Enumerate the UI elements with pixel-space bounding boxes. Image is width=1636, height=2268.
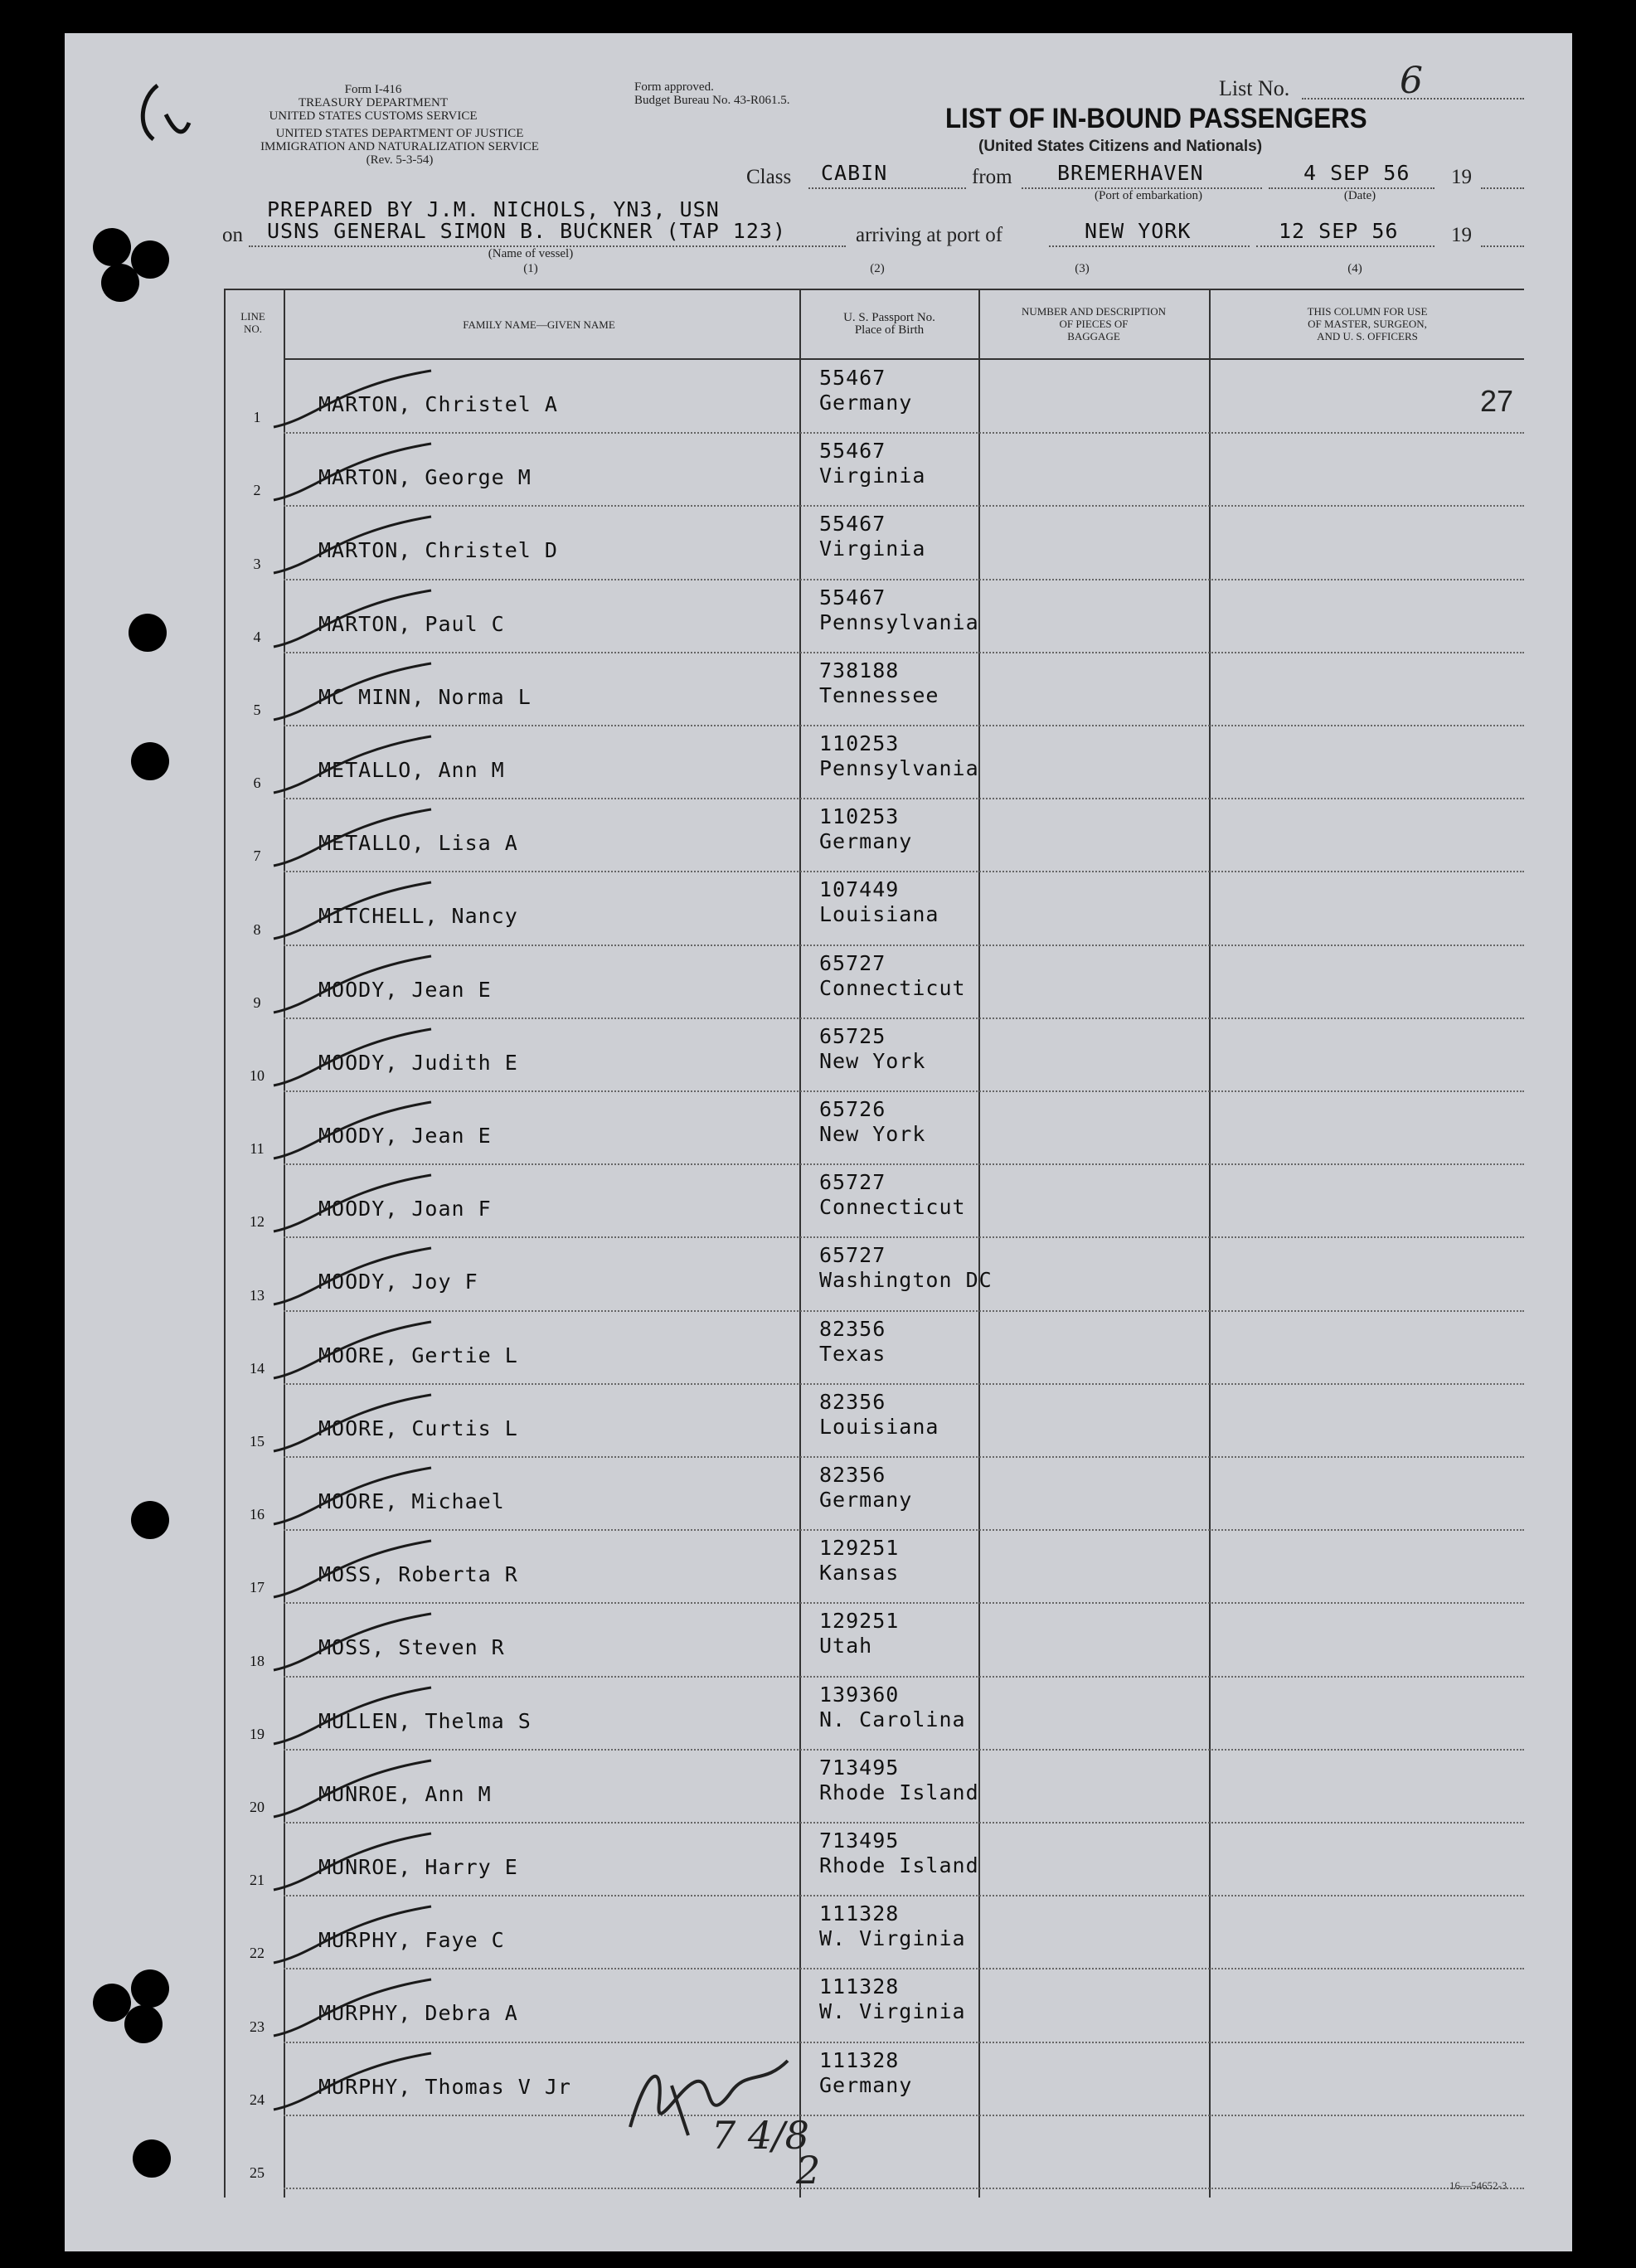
place-of-birth: Louisiana [819, 1414, 939, 1439]
passenger-name: MARTON, Christel D [318, 538, 558, 563]
passenger-name: MOODY, Jean E [318, 977, 492, 1002]
arrival-port: NEW YORK [1085, 219, 1192, 243]
punch-hole [101, 264, 139, 302]
line-number: 7 [253, 847, 261, 865]
vessel-name: USNS GENERAL SIMON B. BUCKNER (TAP 123) [267, 219, 786, 243]
place-of-birth: Germany [819, 1488, 913, 1512]
passenger-name: MOORE, Curtis L [318, 1416, 518, 1440]
passport-number: 55467 [819, 512, 886, 537]
place-of-birth: New York [819, 1048, 926, 1073]
place-of-birth: Germany [819, 829, 913, 854]
caption-1: (1) [523, 262, 538, 275]
place-of-birth: Virginia [819, 537, 926, 561]
embarkation-caption: (Port of embarkation) [1095, 189, 1202, 202]
on-label: on [222, 224, 243, 246]
passport-number: 65727 [819, 950, 886, 975]
line-number: 3 [253, 555, 261, 572]
check-mark [265, 1978, 514, 2044]
passenger-name: MARTON, George M [318, 465, 532, 490]
place-of-birth: Virginia [819, 464, 926, 488]
punch-hole [131, 742, 169, 780]
place-of-birth: W. Virginia [819, 1999, 966, 2024]
passenger-name: MURPHY, Faye C [318, 1928, 505, 1953]
place-of-birth: Rhode Island [819, 1853, 979, 1877]
passenger-name: MURPHY, Thomas V Jr [318, 2074, 571, 2099]
header-name: FAMILY NAME—GIVEN NAME [463, 318, 615, 331]
passport-number: 111328 [819, 1901, 900, 1926]
line-number: 2 [253, 482, 261, 499]
passenger-name: MULLEN, Thelma S [318, 1708, 532, 1733]
from-label: from [972, 166, 1012, 188]
passenger-name: MURPHY, Debra A [318, 2001, 518, 2026]
passenger-name: METALLO, Lisa A [318, 831, 518, 856]
form-info: Form I-416 TREASURY DEPARTMENT UNITED STATES CUSTOMS SERVICE [269, 83, 478, 123]
line-number: 9 [253, 993, 261, 1011]
list-no-label: List No. [1219, 76, 1290, 100]
embarkation-port: BREMERHAVEN [1057, 161, 1204, 185]
budget-approval: Form approved. Budget Bureau No. 43-R061.5. [634, 80, 790, 107]
year-label-2: 19 [1451, 224, 1472, 246]
place-of-birth: Texas [819, 1341, 886, 1366]
place-of-birth: W. Virginia [819, 1926, 966, 1951]
passport-number: 139360 [819, 1682, 900, 1707]
check-mark [265, 1246, 514, 1313]
footer-code: 16—54652-3 [1449, 2179, 1507, 2192]
passenger-name: MARTON, Christel A [318, 392, 558, 416]
line-number: 18 [250, 1652, 265, 1669]
passport-number: 111328 [819, 1974, 900, 1999]
class-value: CABIN [821, 161, 888, 185]
passenger-name: MUNROE, Harry E [318, 1855, 518, 1879]
place-of-birth: Pennsylvania [819, 609, 979, 634]
check-mark [265, 1905, 514, 1971]
line-number: 24 [250, 2091, 265, 2108]
passport-number: 65727 [819, 1243, 886, 1268]
check-mark [265, 1320, 514, 1387]
vessel-caption: (Name of vessel) [488, 247, 574, 260]
passport-number: 129251 [819, 1536, 900, 1561]
header-line-no: LINE NO. [240, 310, 265, 335]
header-officers: THIS COLUMN FOR USE OF MASTER, SURGEON, AND U. S. OFFICERS [1307, 305, 1428, 342]
passport-number: 111328 [819, 2047, 900, 2072]
passenger-name: MOODY, Jean E [318, 1124, 492, 1148]
passport-number: 129251 [819, 1609, 900, 1634]
passenger-name: MARTON, Paul C [318, 611, 505, 636]
embarkation-date: 4 SEP 56 [1303, 161, 1410, 185]
check-mark [265, 1027, 514, 1094]
passport-number: 110253 [819, 804, 900, 829]
check-mark [265, 662, 514, 728]
punch-hole [124, 2005, 163, 2043]
place-of-birth: Tennessee [819, 682, 939, 707]
line-number: 15 [250, 1433, 265, 1450]
place-of-birth: Kansas [819, 1561, 900, 1586]
officer-remark: 27 [1480, 384, 1514, 418]
prepared-by: PREPARED BY J.M. NICHOLS, YN3, USN [267, 197, 720, 221]
line-number: 17 [250, 1579, 265, 1596]
line-number: 1 [253, 409, 261, 426]
place-of-birth: Germany [819, 2072, 913, 2097]
place-of-birth: Louisiana [819, 902, 939, 927]
passport-number: 65727 [819, 1170, 886, 1195]
line-number: 19 [250, 1725, 265, 1742]
line-number: 20 [250, 1799, 265, 1815]
pen-mark [124, 81, 199, 156]
line-number: 10 [250, 1067, 265, 1084]
line-number: 25 [250, 2164, 265, 2181]
check-mark [265, 881, 514, 947]
department-info: UNITED STATES DEPARTMENT OF JUSTICE IMMIGRATION AND NATURALIZATION SERVICE (Rev. 5-3-54) [260, 127, 539, 167]
check-mark [265, 1612, 514, 1678]
check-mark [265, 369, 514, 435]
check-mark [265, 1100, 514, 1167]
passenger-name: MOSS, Steven R [318, 1635, 505, 1660]
punch-hole [133, 2139, 171, 2178]
check-mark [265, 808, 514, 874]
line-number: 12 [250, 1213, 265, 1231]
date-caption: (Date) [1343, 189, 1376, 202]
year-label-1: 19 [1451, 166, 1472, 188]
check-mark [265, 954, 514, 1021]
passport-number: 82356 [819, 1316, 886, 1341]
line-number: 22 [250, 1945, 265, 1962]
place-of-birth: New York [819, 1122, 926, 1146]
line-number: 13 [250, 1286, 265, 1304]
check-mark [265, 1466, 514, 1532]
passenger-name: MOODY, Joy F [318, 1270, 478, 1294]
place-of-birth: Washington DC [819, 1268, 993, 1293]
class-label: Class [746, 166, 792, 188]
caption-4: (4) [1347, 262, 1362, 275]
check-mark [265, 1393, 514, 1459]
place-of-birth: Connecticut [819, 975, 966, 1000]
passenger-name: MOORE, Michael [318, 1489, 505, 1513]
check-mark [265, 1539, 514, 1605]
arrival-date: 12 SEP 56 [1279, 219, 1399, 243]
place-of-birth: Germany [819, 391, 913, 415]
passport-number: 713495 [819, 1828, 900, 1853]
passenger-name: METALLO, Ann M [318, 758, 505, 782]
caption-3: (3) [1075, 262, 1090, 275]
row-divider [284, 2188, 1524, 2189]
line-number: 21 [250, 1872, 265, 1889]
place-of-birth: Pennsylvania [819, 756, 979, 780]
passenger-name: MOODY, Joan F [318, 1197, 492, 1221]
passenger-name: MOORE, Gertie L [318, 1343, 518, 1367]
passenger-name: MC MINN, Norma L [318, 684, 532, 709]
check-mark [265, 515, 514, 581]
caption-2: (2) [870, 262, 885, 275]
check-mark [265, 442, 514, 508]
punch-hole [129, 614, 167, 652]
place-of-birth: Utah [819, 1634, 873, 1659]
line-number: 11 [250, 1140, 265, 1158]
passport-number: 713495 [819, 1755, 900, 1780]
manifest-subtitle: (United States Citizens and Nationals) [978, 138, 1263, 155]
handwritten-note: 7 4/8 [711, 2113, 809, 2158]
place-of-birth: N. Carolina [819, 1707, 966, 1731]
passport-number: 65726 [819, 1097, 886, 1121]
line-number: 16 [250, 1506, 265, 1523]
header-baggage: NUMBER AND DESCRIPTION OF PIECES OF BAGGAGE [1021, 305, 1167, 342]
check-mark [265, 2052, 514, 2118]
place-of-birth: Connecticut [819, 1195, 966, 1220]
passport-number: 82356 [819, 1389, 886, 1414]
punch-hole [131, 1969, 169, 2008]
line-number: 14 [250, 1359, 265, 1377]
check-mark [265, 1832, 514, 1898]
manifest-title: LIST OF IN-BOUND PASSENGERS [945, 103, 1367, 134]
passport-number: 110253 [819, 731, 900, 755]
passport-number: 55467 [819, 366, 886, 390]
punch-hole [93, 228, 131, 266]
list-no-value: 6 [1400, 60, 1423, 102]
line-number: 8 [253, 920, 261, 938]
check-mark [265, 735, 514, 801]
line-number: 6 [253, 775, 261, 792]
handwritten-mark: 2 [796, 2148, 821, 2193]
passport-number: 55467 [819, 439, 886, 464]
passport-number: 82356 [819, 1463, 886, 1487]
passport-number: 65725 [819, 1023, 886, 1048]
passport-number: 55467 [819, 585, 886, 609]
punch-hole [131, 1501, 169, 1539]
passport-number: 738188 [819, 658, 900, 682]
line-number: 5 [253, 702, 261, 718]
passenger-name: MOSS, Roberta R [318, 1562, 518, 1587]
passenger-name: MITCHELL, Nancy [318, 904, 518, 929]
passport-number: 107449 [819, 877, 900, 902]
place-of-birth: Rhode Island [819, 1780, 979, 1804]
header-passport: U. S. Passport No. Place of Birth [843, 311, 935, 337]
arriving-label: arriving at port of [856, 224, 1003, 246]
check-mark [265, 1686, 514, 1752]
check-mark [265, 1173, 514, 1240]
check-mark [265, 589, 514, 655]
passenger-name: MOODY, Judith E [318, 1050, 518, 1075]
check-mark [265, 1759, 514, 1825]
line-number: 23 [250, 2018, 265, 2035]
line-number: 4 [253, 628, 261, 645]
passenger-name: MUNROE, Ann M [318, 1781, 492, 1806]
